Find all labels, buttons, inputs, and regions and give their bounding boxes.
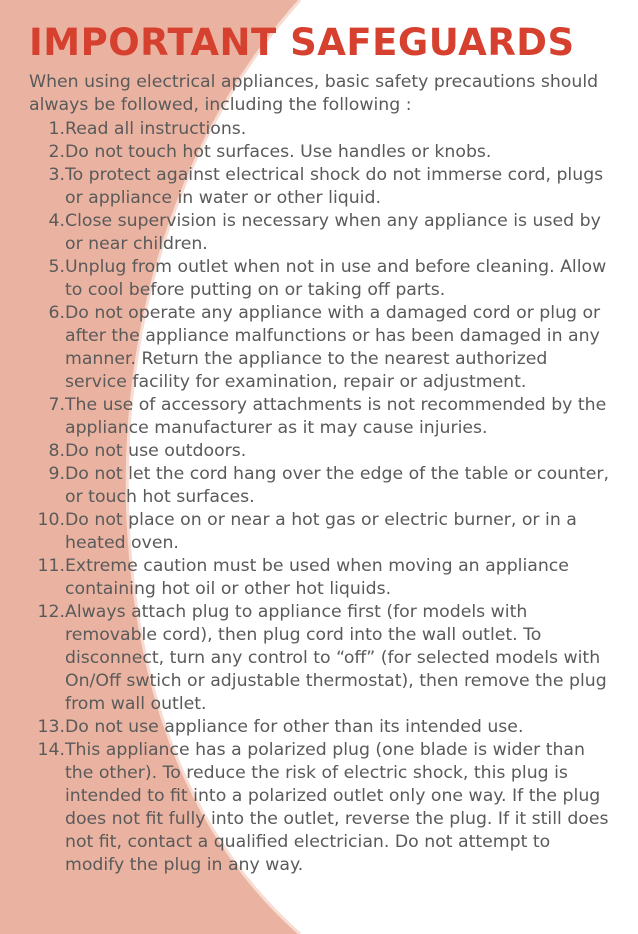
- list-item-text: The use of accessory attachments is not recommended by the appliance manufacturer as it may cause injuries.: [65, 394, 607, 438]
- list-item-number: 5.: [48, 256, 65, 277]
- list-item: [28, 601, 612, 716]
- list-item-number: 7.: [48, 394, 65, 415]
- list-item: [28, 440, 612, 463]
- list-item: [28, 716, 612, 739]
- list-item-number: 11.: [37, 555, 65, 576]
- list-item: [28, 509, 612, 555]
- list-item-number: 12.: [37, 601, 65, 622]
- list-item: [28, 739, 612, 877]
- list-item: [28, 164, 612, 210]
- list-item: [28, 256, 612, 302]
- list-item-number: 1.: [48, 118, 65, 139]
- list-item-text: Close supervision is necessary when any appliance is used by or near children.: [65, 210, 601, 254]
- list-item-number: 8.: [48, 440, 65, 461]
- list-item-text: Do not use appliance for other than its intended use.: [65, 716, 524, 737]
- list-item-text: Do not place on or near a hot gas or electric burner, or in a heated oven.: [65, 509, 577, 553]
- intro-text: When using electrical appliances, basic safety precautions should always be followed, including the following :: [29, 71, 599, 115]
- list-item-text: To protect against electrical shock do not immerse cord, plugs or appliance in water or other liquid.: [65, 164, 604, 208]
- list-item-text: Unplug from outlet when not in use and before cleaning. Allow to cool before putting on or taking off parts.: [65, 256, 607, 300]
- list-item-number: 6.: [48, 302, 65, 323]
- list-item-number: 2.: [48, 141, 65, 162]
- list-item-number: 3.: [48, 164, 65, 185]
- list-item: [28, 210, 612, 256]
- list-item: [28, 463, 612, 509]
- list-item-text: Always attach plug to appliance first (for models with removable cord), then plug cord into the wall outlet. To disconnect, turn any control to “off” (for selected models with On/Off swtich or adjustable thermostat), then remove the plug from wall outlet.: [65, 601, 607, 714]
- list-item-number: 14.: [37, 739, 65, 760]
- list-item-number: 4.: [48, 210, 65, 231]
- list-item: [28, 302, 612, 394]
- safeguards-document: [28, 22, 612, 877]
- list-item: [28, 394, 612, 440]
- list-item-text: Read all instructions.: [65, 118, 247, 139]
- page-title: IMPORTANT SAFEGUARDS: [29, 21, 575, 64]
- list-item-text: Do not touch hot surfaces. Use handles or knobs.: [65, 141, 492, 162]
- list-item-text: Do not use outdoors.: [65, 440, 247, 461]
- list-item-text: Do not operate any appliance with a damaged cord or plug or after the appliance malfunctions or has been damaged in any manner. Return the appliance to the nearest authorized service facility for examination, repair or adjustment.: [65, 302, 601, 392]
- list-item-text: This appliance has a polarized plug (one blade is wider than the other). To reduce the risk of electric shock, this plug is intended to fit into a polarized outlet only one way. If the plug does not fit fully into the outlet, reverse the plug. If it still does not fit, contact a qualified electrician. Do not attempt to modify the plug in any way.: [65, 739, 609, 875]
- list-item-text: Extreme caution must be used when moving an appliance containing hot oil or other hot liquids.: [65, 555, 569, 599]
- safeguards-list: [28, 118, 612, 877]
- list-item-text: Do not let the cord hang over the edge of the table or counter, or touch hot surfaces.: [65, 463, 610, 507]
- list-item-number: 9.: [48, 463, 65, 484]
- list-item-number: 10.: [37, 509, 65, 530]
- list-item-number: 13.: [37, 716, 65, 737]
- list-item: [28, 141, 612, 164]
- list-item: [28, 118, 612, 141]
- list-item: [28, 555, 612, 601]
